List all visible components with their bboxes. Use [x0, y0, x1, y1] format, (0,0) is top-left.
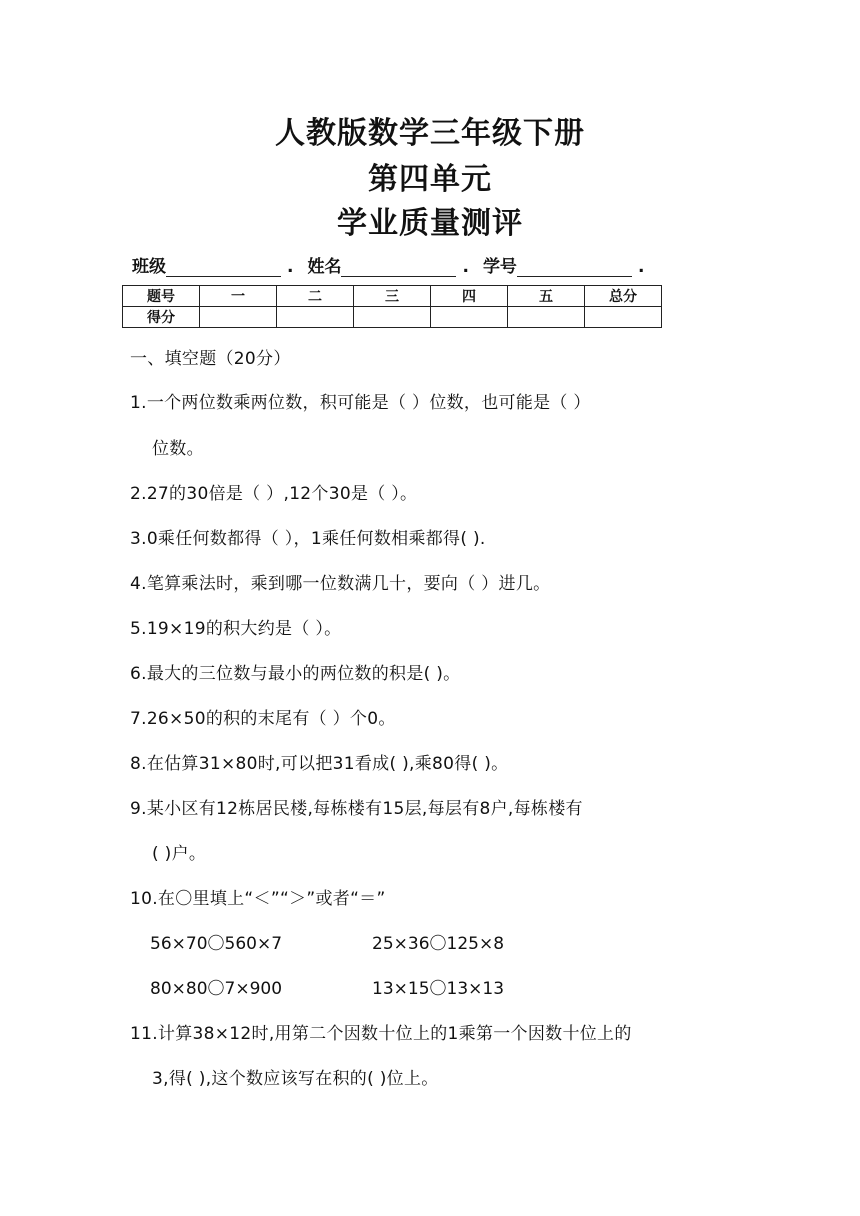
title-line-3: 学业质量测评	[337, 206, 523, 241]
question-4: 4.笔算乘法时，乘到哪一位数满几十，要向（ ）进几。	[130, 574, 551, 594]
id-field[interactable]	[483, 252, 644, 277]
name-dot: .	[462, 257, 469, 277]
question-7: 7.26×50的积的末尾有（ ）个0。	[130, 709, 396, 729]
name-blank[interactable]	[341, 258, 456, 277]
section-heading: 一、填空题（20分）	[130, 349, 291, 369]
title-line-2: 第四单元	[368, 162, 492, 197]
name-field[interactable]	[307, 252, 468, 277]
table-header-cell: 题号	[123, 286, 200, 307]
score-cell[interactable]	[200, 307, 277, 328]
id-blank[interactable]	[517, 258, 632, 277]
question-11-line-1: 11.计算38×12时,用第二个因数十位上的1乘第一个因数十位上的	[130, 1024, 632, 1044]
score-cell[interactable]	[585, 307, 662, 328]
class-field[interactable]	[132, 252, 293, 277]
score-cell[interactable]	[431, 307, 508, 328]
question-9-line-1: 9.某小区有12栋居民楼,每栋楼有15层,每层有8户,每栋楼有	[130, 799, 583, 819]
table-header-cell: 三	[354, 286, 431, 307]
class-label: 班级	[132, 257, 166, 277]
comparison-item: 13×15〇13×13	[372, 979, 505, 999]
id-label: 学号	[482, 257, 517, 277]
question-6: 6.最大的三位数与最小的两位数的积是( )。	[130, 664, 461, 684]
name-label: 姓名	[307, 257, 342, 277]
question-3: 3.0乘任何数都得（ ），1乘任何数相乘都得( ).	[130, 529, 486, 549]
table-header-cell: 五	[508, 286, 585, 307]
question-10: 10.在〇里填上“＜”“＞”或者“＝”	[130, 889, 386, 909]
score-cell[interactable]	[508, 307, 585, 328]
question-11-line-2: 3,得( ),这个数应该写在积的( )位上。	[152, 1069, 439, 1089]
comparison-item: 80×80〇7×900	[150, 979, 283, 999]
student-info-row	[132, 252, 658, 277]
comparison-item: 25×36〇125×8	[372, 934, 505, 954]
id-dot: .	[637, 257, 645, 277]
table-header-cell: 总分	[585, 286, 662, 307]
table-header-cell: 一	[200, 286, 277, 307]
title-line-1: 人教版数学三年级下册	[275, 116, 585, 151]
table-header-cell: 四	[431, 286, 508, 307]
score-cell[interactable]	[354, 307, 431, 328]
score-table-score-row	[123, 307, 662, 328]
question-5: 5.19×19的积大约是（ ）。	[130, 619, 342, 639]
comparison-item: 56×70〇560×7	[150, 934, 283, 954]
table-header-cell: 二	[277, 286, 354, 307]
score-table	[122, 285, 662, 328]
score-table-header-row	[123, 286, 662, 307]
score-row-label: 得分	[123, 307, 200, 328]
class-blank[interactable]	[166, 258, 281, 277]
question-1-line-2: 位数。	[152, 439, 204, 459]
question-1-line-1: 1.一个两位数乘两位数，积可能是（ ）位数，也可能是（ ）	[130, 393, 591, 413]
question-8: 8.在估算31×80时,可以把31看成( ),乘80得( )。	[130, 754, 509, 774]
question-2: 2.27的30倍是（ ）,12个30是（ ）。	[130, 484, 418, 504]
question-9-line-2: ( )户。	[152, 844, 207, 864]
class-dot: .	[287, 257, 294, 277]
score-cell[interactable]	[277, 307, 354, 328]
